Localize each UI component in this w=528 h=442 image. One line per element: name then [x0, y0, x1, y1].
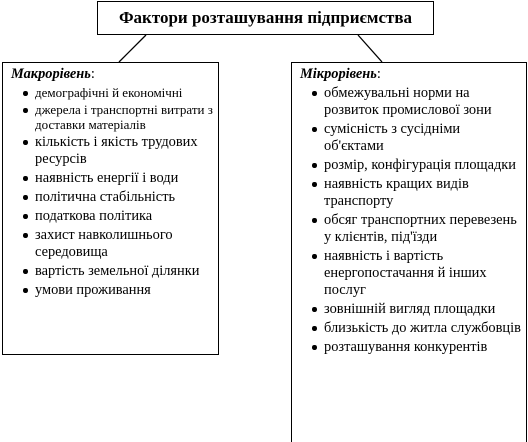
- macro-factor-item: умови проживання: [23, 282, 214, 299]
- macro-factor-item: податкова політика: [23, 208, 214, 225]
- macro-factor-item: вартість земельної ділянки: [23, 263, 214, 280]
- diagram-title: Фактори розташування підприємства: [97, 1, 434, 35]
- macro-heading-term: Макрорівень: [11, 66, 91, 82]
- macro-factor-item: наявність енергії і води: [23, 170, 214, 187]
- micro-factor-list: [300, 85, 522, 356]
- micro-heading-colon: :: [376, 66, 381, 82]
- macro-factor-item: політична стабільність: [23, 189, 214, 206]
- micro-factor-item: зовнішній вигляд площадки: [312, 301, 522, 318]
- micro-factor-item: розмір, конфігурація площадки: [312, 157, 522, 174]
- micro-heading: [300, 66, 522, 83]
- macro-factor-item: демографічні й економічні: [23, 85, 214, 100]
- micro-factor-item: близькість до житла службовців: [312, 320, 522, 337]
- macro-factor-item: захист навколишнього середовища: [23, 227, 214, 261]
- micro-factor-item: наявність кращих видів транспорту: [312, 176, 522, 210]
- macro-heading-colon: :: [90, 66, 95, 82]
- micro-factor-item: наявність і вартість енергопостачання й інших послуг: [312, 248, 522, 299]
- macro-factor-list: [11, 85, 214, 299]
- macro-factor-item: кількість і якість трудових ресурсів: [23, 134, 214, 168]
- macro-heading: [11, 66, 214, 83]
- connector-line-right: [358, 35, 382, 62]
- micro-heading-term: Мікрорівень: [300, 66, 377, 82]
- connector-line-left: [119, 35, 146, 62]
- micro-factor-item: обсяг транспортних перевезень у клієнтів, під'їзди: [312, 212, 522, 246]
- micro-factor-item: розташування конкурентів: [312, 339, 522, 356]
- micro-level-box: [291, 62, 527, 442]
- micro-factor-item: сумісність з сусідніми об'єктами: [312, 121, 522, 155]
- macro-factor-item: джерела і транспортні витрати з доставки матеріалів: [23, 102, 214, 132]
- micro-factor-item: обмежувальні норми на розвиток промислової зони: [312, 85, 522, 119]
- macro-level-box: [2, 62, 219, 355]
